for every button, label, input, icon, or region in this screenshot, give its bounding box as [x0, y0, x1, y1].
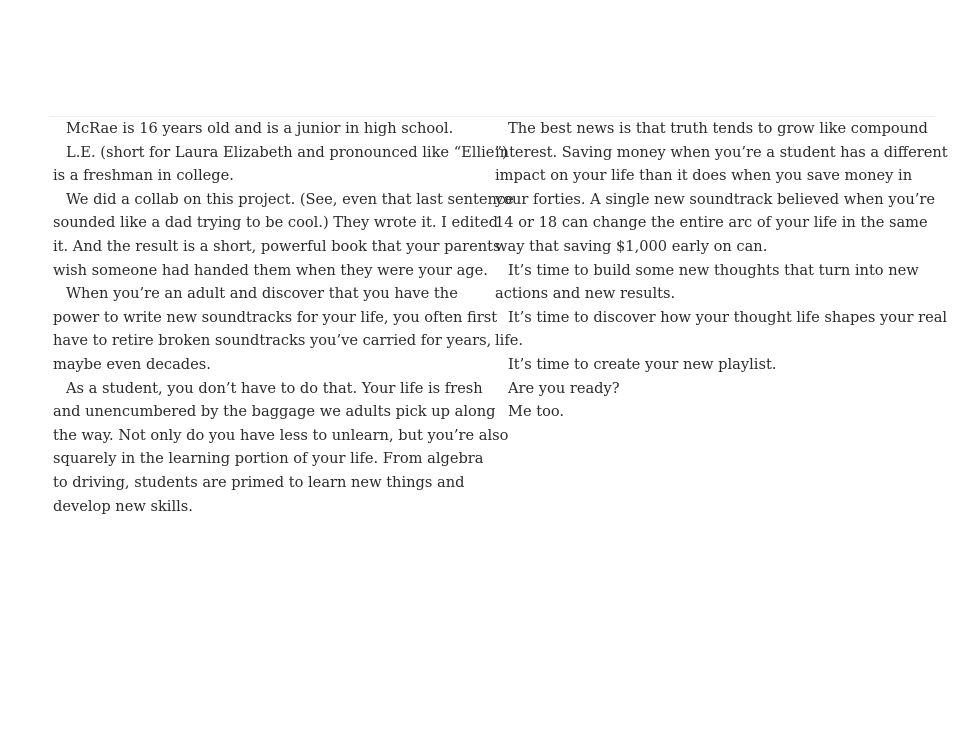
text-line: L.E. (short for Laura Elizabeth and pronounced like “Ellie”)	[66, 143, 508, 161]
text-line: As a student, you don’t have to do that. Your life is fresh	[66, 379, 483, 397]
text-line: Me too.	[508, 403, 565, 421]
text-line: When you’re an adult and discover that you have the	[66, 285, 458, 303]
text-line: It’s time to discover how your thought life shapes your real	[508, 308, 948, 326]
text-line: sounded like a dad trying to be cool.) They wrote it. I edited	[53, 214, 499, 232]
text-line: Are you ready?	[508, 379, 620, 397]
left-text-column	[53, 117, 514, 518]
text-line: It’s time to build some new thoughts that turn into new	[508, 261, 919, 279]
text-line: McRae is 16 years old and is a junior in high school.	[66, 120, 454, 137]
text-line: is a freshman in college.	[53, 167, 234, 185]
text-line: have to retire broken soundtracks you’ve carried for years,	[53, 332, 492, 350]
text-line: way that saving $1,000 early on can.	[495, 237, 768, 255]
right-text-column	[495, 117, 948, 424]
text-line: squarely in the learning portion of your life. From algebra	[53, 450, 484, 468]
text-line: 14 or 18 can change the entire arc of your life in the same	[495, 214, 928, 232]
text-line: and unencumbered by the baggage we adults pick up along	[53, 403, 496, 421]
text-line: impact on your life than it does when you save money in	[495, 167, 913, 185]
text-line: interest. Saving money when you’re a student has a different	[495, 143, 948, 161]
text-line: actions and new results.	[495, 285, 676, 303]
text-line: your forties. A single new soundtrack believed when you’re	[495, 190, 936, 208]
text-line: We did a collab on this project. (See, even that last sentence	[66, 190, 514, 208]
text-line: it. And the result is a short, powerful book that your parents	[53, 237, 501, 255]
text-line: develop new skills.	[53, 497, 193, 515]
text-line: power to write new soundtracks for your life, you often first	[53, 308, 498, 326]
text-line: life.	[495, 332, 524, 350]
text-line: maybe even decades.	[53, 355, 211, 373]
text-line: to driving, students are primed to learn new things and	[53, 473, 465, 491]
text-line: The best news is that truth tends to grow like compound	[508, 120, 928, 137]
text-line: the way. Not only do you have less to unlearn, but you’re also	[53, 426, 509, 444]
text-line: It’s time to create your new playlist.	[508, 355, 777, 373]
text-line: wish someone had handed them when they were your age.	[53, 261, 488, 279]
